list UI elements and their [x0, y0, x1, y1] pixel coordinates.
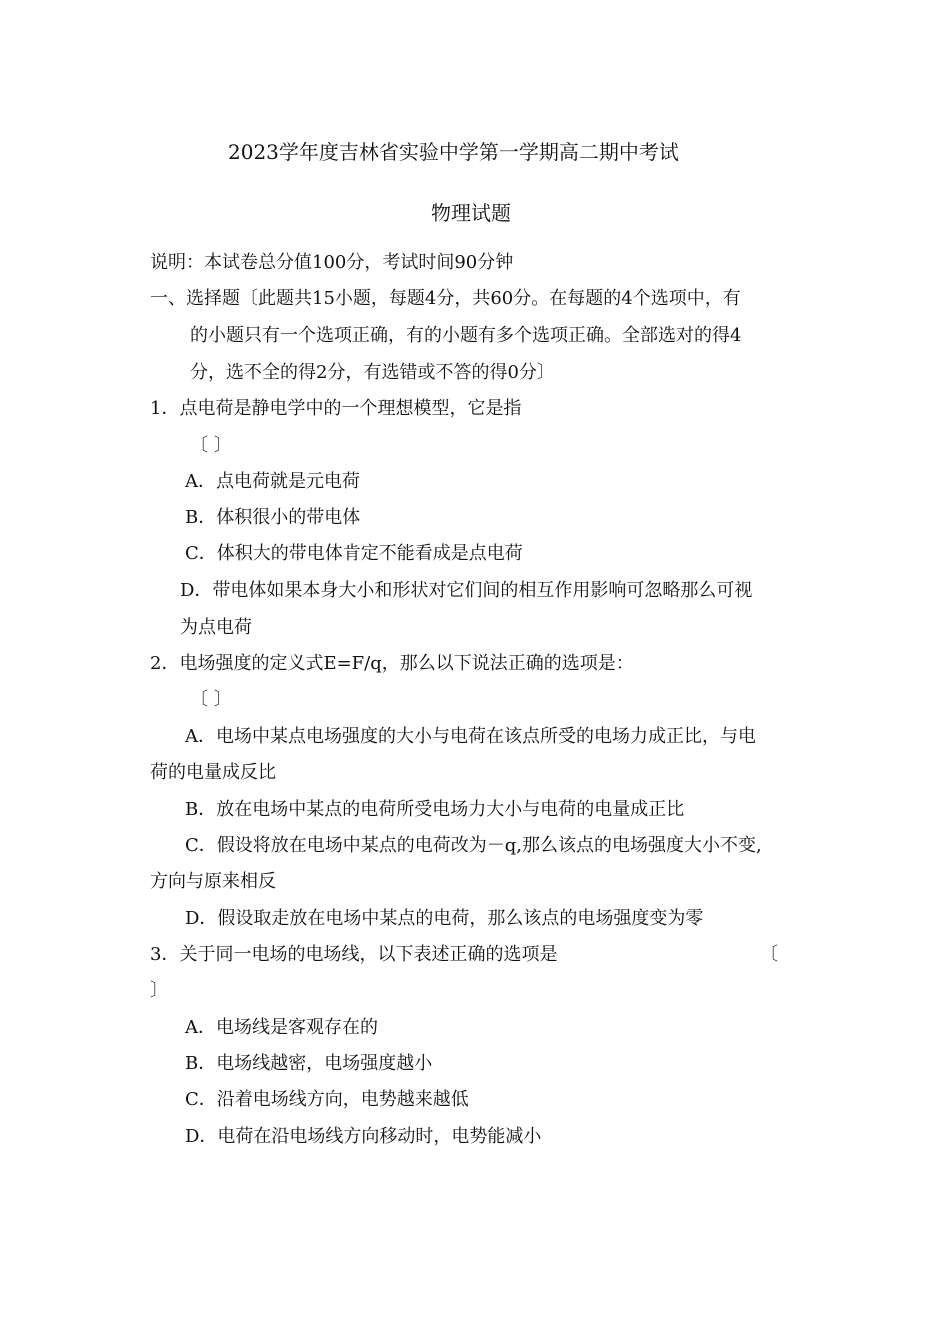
- instructions: 说明：本试卷总分值100分，考试时间90分钟: [150, 252, 514, 273]
- question-2-answer-bracket: 〔 〕: [190, 689, 232, 710]
- question-2-option-c-line-1: C．假设将放在电场中某点的电荷改为－q,那么该点的电场强度大小不变,: [185, 835, 762, 856]
- question-2-option-d: D．假设取走放在电场中某点的电荷，那么该点的电场强度变为零: [185, 908, 704, 929]
- question-2-option-a-line-2: 荷的电量成反比: [150, 762, 276, 783]
- question-1-answer-bracket: 〔 〕: [190, 435, 232, 456]
- section-heading-line-1: 一、选择题〔此题共15小题，每题4分，共60分。在每题的4个选项中，有: [150, 288, 741, 309]
- exam-title: 2023学年度吉林省实验中学第一学期高二期中考试: [228, 140, 679, 164]
- question-3-option-a: A．电场线是客观存在的: [185, 1017, 378, 1038]
- exam-subtitle: 物理试题: [431, 201, 511, 225]
- section-heading-line-3: 分，选不全的得2分，有选错或不答的得0分〕: [190, 362, 555, 383]
- question-1-option-d-line-2: 为点电荷: [180, 617, 252, 638]
- section-heading-line-2: 的小题只有一个选项正确，有的小题有多个选项正确。全部选对的得4: [190, 325, 742, 346]
- question-2-option-a-line-1: A．电场中某点电场强度的大小与电荷在该点所受的电场力成正比，与电: [185, 726, 756, 747]
- question-1-option-a: A．点电荷就是元电荷: [185, 471, 360, 492]
- question-2-stem: 2．电场强度的定义式E=F/q，那么以下说法正确的选项是：: [150, 653, 634, 674]
- question-2-option-c-line-2: 方向与原来相反: [150, 871, 276, 892]
- question-3-bracket-open: 〔: [760, 944, 778, 965]
- question-2-option-b: B．放在电场中某点的电荷所受电场力大小与电荷的电量成正比: [185, 799, 685, 820]
- question-3-stem: 3．关于同一电场的电场线，以下表述正确的选项是: [150, 944, 558, 965]
- question-1-option-d-line-1: D．带电体如果本身大小和形状对它们间的相互作用影响可忽略那么可视: [180, 580, 753, 601]
- question-3-bracket-close: 〕: [150, 980, 168, 1001]
- question-3-option-c: C．沿着电场线方向，电势越来越低: [185, 1089, 469, 1110]
- question-3-option-b: B．电场线越密，电场强度越小: [185, 1053, 433, 1074]
- question-3-option-d: D．电荷在沿电场线方向移动时，电势能减小: [185, 1126, 542, 1147]
- question-1-option-b: B．体积很小的带电体: [185, 507, 361, 528]
- question-1-option-c: C．体积大的带电体肯定不能看成是点电荷: [185, 543, 523, 564]
- question-1-stem: 1．点电荷是静电学中的一个理想模型，它是指: [150, 398, 522, 419]
